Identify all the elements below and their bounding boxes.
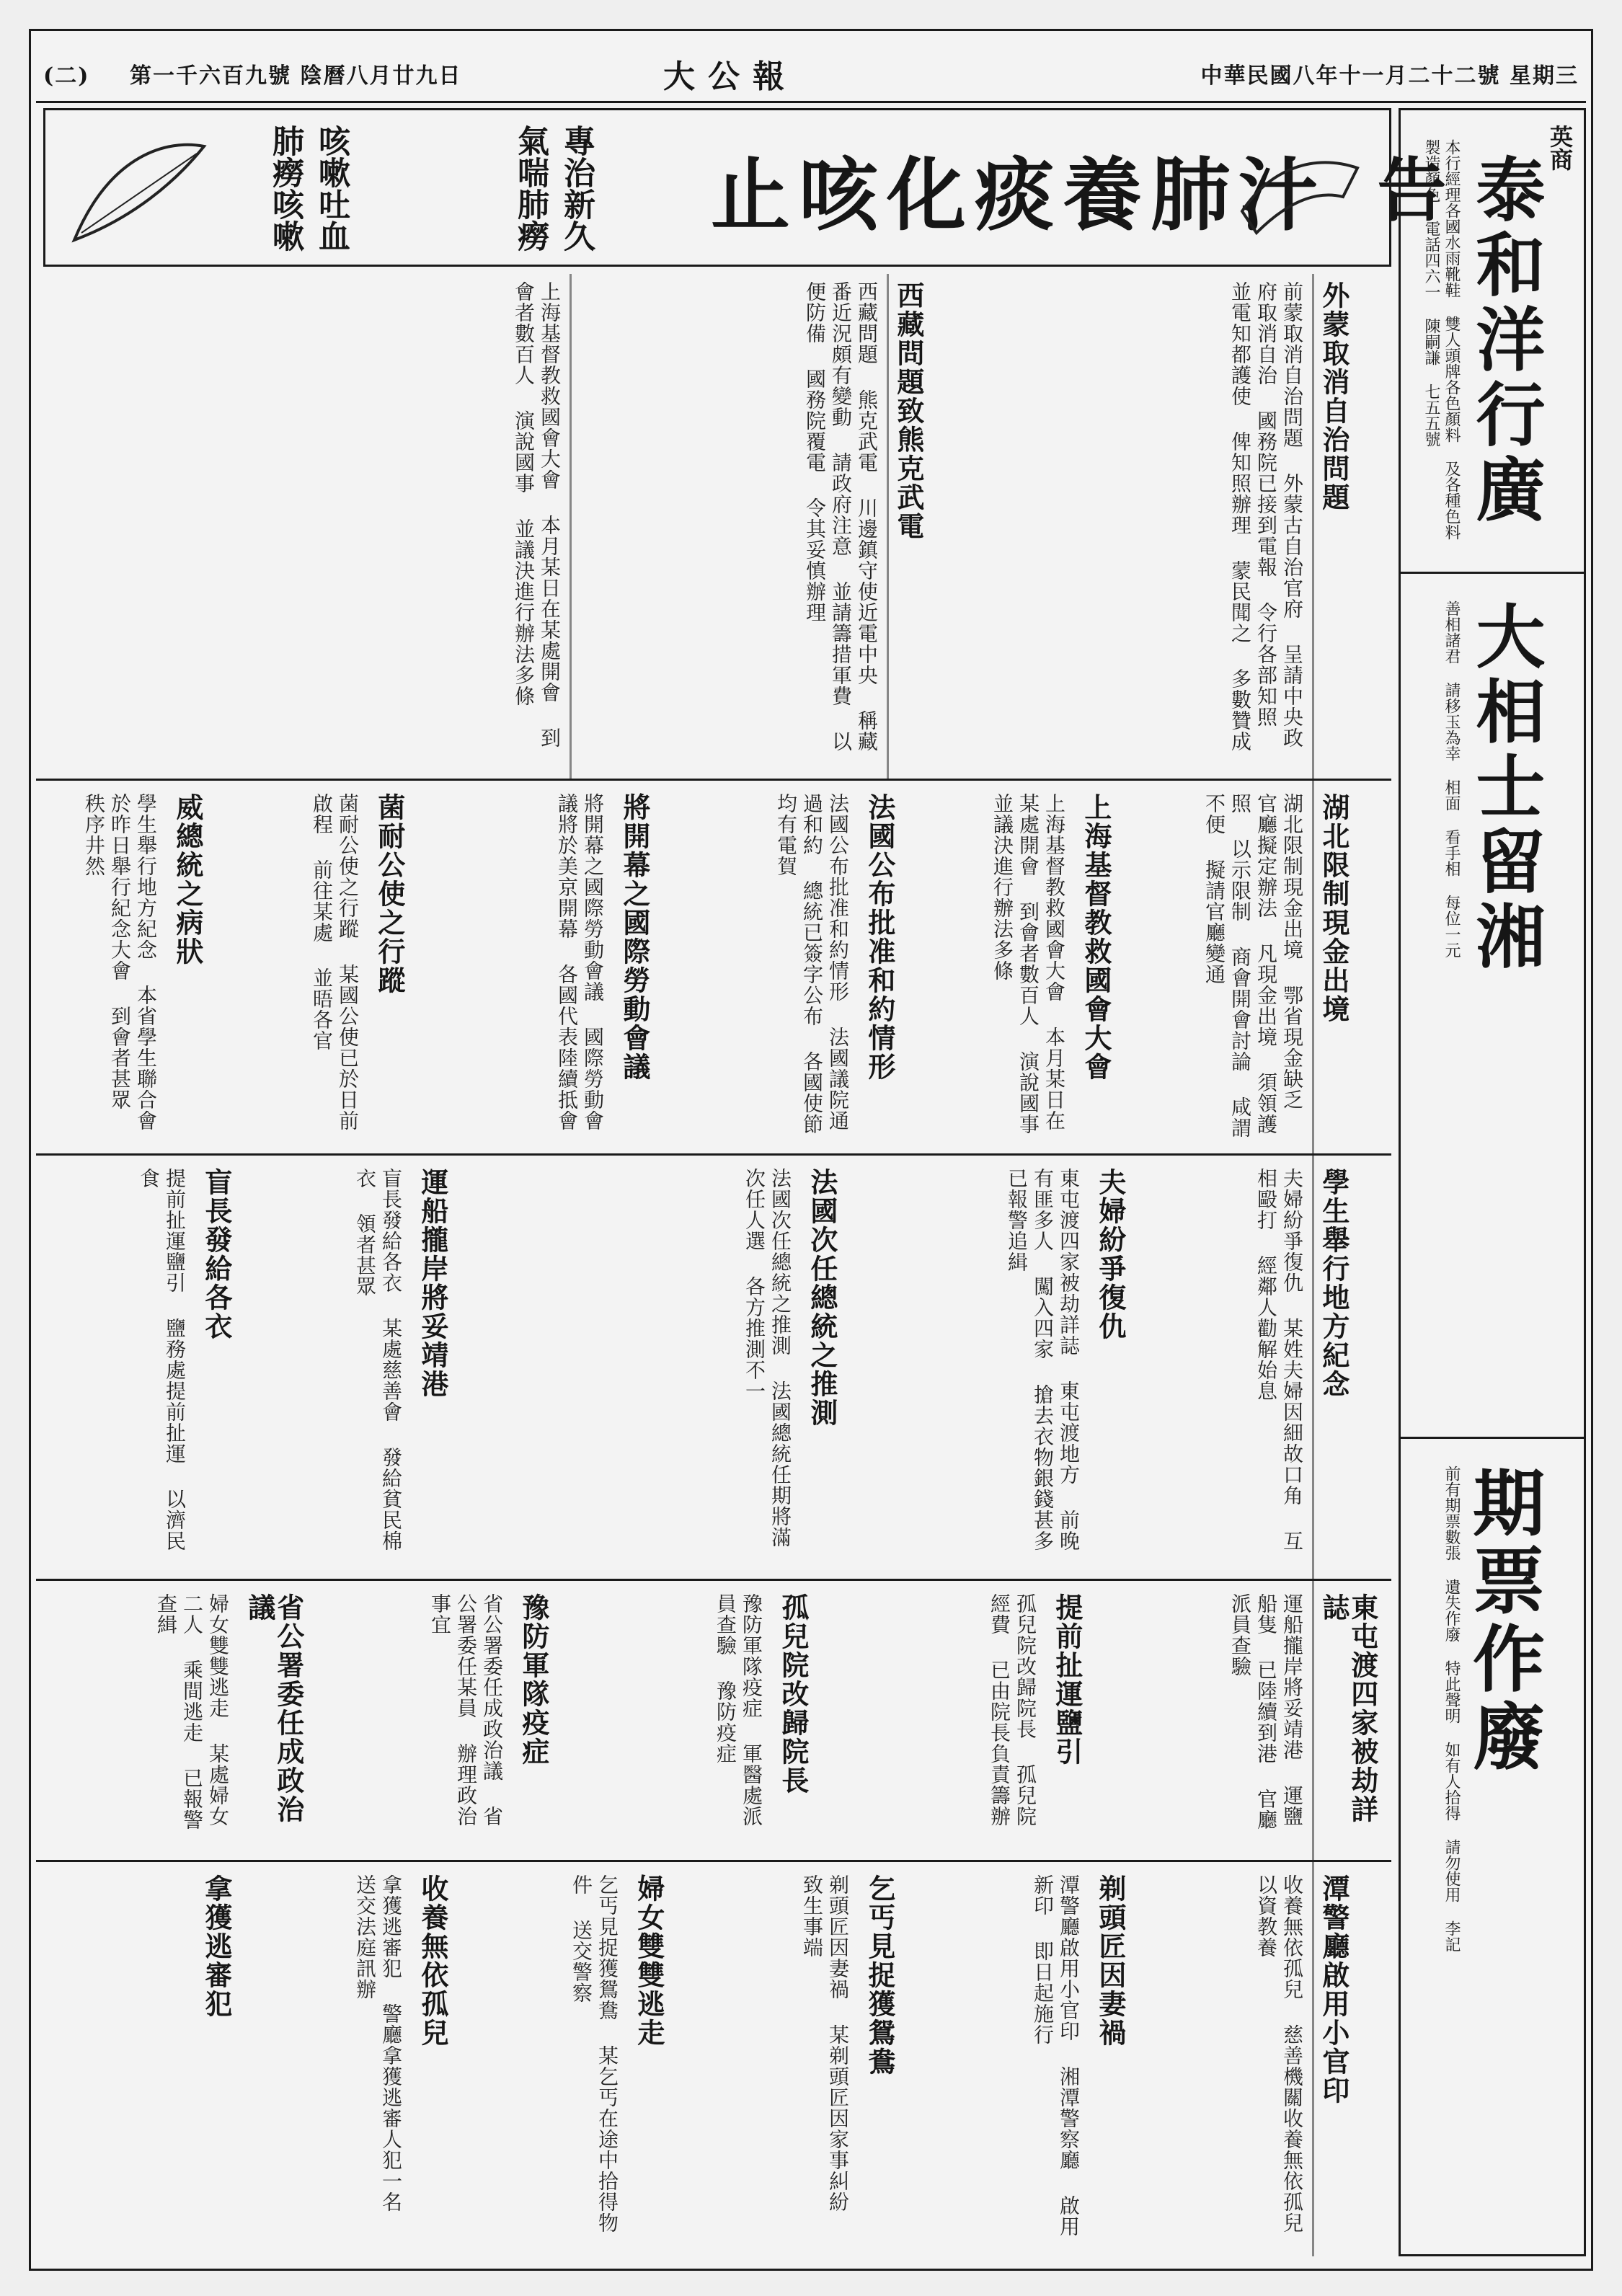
ad-body-2: 善相諸君 請移玉為幸 相面 看手相 每位一元 [1442, 600, 1461, 958]
newspaper-page [29, 29, 1593, 2271]
article-3-body: 湖北限制現金出境 鄂省現金缺乏 官廳擬定辦法 凡現金出境 須領護照 以示限制 商會開會討論 咸謂不便 擬請官廳變通 [1202, 793, 1304, 1138]
article-12-body: 運船攏岸將妥靖港 運鹽船隻 已陸續到港 官廳派員查驗 [1228, 1593, 1304, 1830]
headline-14: 盲長發給各衣 [200, 1168, 233, 1341]
ad-title-2: 大相士留湘 [1465, 600, 1546, 975]
decorative-leaf-icon [67, 125, 211, 254]
article-15-body: 孤兒院改歸院長 孤兒院經費 已由院長負責籌辦 [988, 1593, 1037, 1827]
headline-8: 法國次任總統之推測 [805, 1168, 838, 1427]
ad-title: 泰和洋行廣告 [1366, 154, 1546, 528]
article-14-body: 提前扯運鹽引 鹽務處提前扯運 以濟民食 [137, 1168, 187, 1551]
article-6-body: 將開幕之國際勞動會議 國際勞動會議將於美京開幕 各國代表陸續抵會 [555, 793, 605, 1131]
headline-1: 外蒙取消自治問題 [1317, 281, 1350, 512]
article-11-body: 東屯渡四家被劫詳誌 東屯渡地方 前晚有匪多人 闖入四家 搶去衣物銀錢甚多 已報警追緝 [1005, 1168, 1081, 1551]
masthead [43, 50, 1579, 94]
headline-17: 豫防軍隊疫症 [517, 1593, 550, 1766]
ad-column [1366, 108, 1586, 2256]
article-7-body: 菌耐公使之行蹤 某國公使已於日前啟程 前往某處 並晤各官 [310, 793, 360, 1131]
ad-body: 本行經理各國水雨靴鞋 雙人頭牌各色顏料 及各種色料 製造顏色 電話四六一 陳嗣謙 七五五號 [1422, 139, 1461, 540]
headline-2: 西藏問題致熊克武電 [892, 281, 925, 541]
article-2-body: 西藏問題 熊克武電 川邊鎮守使近電中央 稱藏番近況頗有變動 請政府注意 並請籌措軍費 以便防備 國務院覆電 令其妥慎辦理 [803, 281, 879, 752]
article-9-body: 學生舉行地方紀念 本省學生聯合會 於昨日舉行紀念大會 到會者甚眾 秩序井然 [82, 793, 158, 1131]
headline-18: 省公署委任成政治議 [243, 1593, 305, 1824]
article-24-body [58, 1874, 187, 2249]
headline-3: 湖北限制現金出境 [1317, 793, 1350, 1024]
article-2b-body: 上海基督教救國會大會 本月某日在某處開會 到會者數百人 演說國事 並議決進行辦法多條 [512, 281, 562, 748]
headline-16: 孤兒院改歸院長 [776, 1593, 810, 1795]
top-advert [43, 108, 1391, 267]
article-8-body: 法國次任總統之推測 法國總統任期將滿 次任人選 各方推測不一 [743, 1168, 792, 1548]
ad-body-3: 前有期票數張 遺失作廢 特此聲明 如有人拾得 請勿使用 李記 [1442, 1466, 1461, 1952]
headline-12: 東屯渡四家被劫詳誌 [1317, 1593, 1379, 1824]
headline-19: 婦女雙雙逃走 [632, 1874, 665, 2047]
article-5-body: 法國公布批准和約情形 法國議院通過和約 總統已簽字公布 各國使節均有電賀 [774, 793, 850, 1135]
masthead-left-date: 第一千六百九號 陰曆八月廿九日 [130, 63, 462, 89]
decorative-hand-icon [1228, 125, 1372, 254]
article-21-body: 潭警廳啟用小官印 湘潭警察廳 啟用新印 即日起施行 [1031, 1874, 1081, 2237]
headline-9: 威總統之病狀 [171, 793, 204, 966]
article-1-body: 前蒙取消自治問題 外蒙古自治官府 呈請中央政府取消自治 國務院已接到電報 令行各部知照 並電知都護使 俾知照辦理 蒙民聞之 多數贊成 [1228, 281, 1304, 752]
headline-7: 菌耐公使之行蹤 [373, 793, 406, 995]
ad-title-3: 期票作廢 [1461, 1466, 1546, 1777]
article-13-body: 盲長發給各衣 某處慈善會 發給貧民棉衣 領者甚眾 [353, 1168, 403, 1551]
headline-13: 運船攏岸將妥靖港 [416, 1168, 449, 1399]
headline-24: 拿獲逃審犯 [200, 1874, 233, 2018]
headline-23: 收養無依孤兒 [416, 1874, 449, 2047]
headline-5: 法國公布批准和約情形 [863, 793, 896, 1081]
headline-10: 學生舉行地方紀念 [1317, 1168, 1350, 1399]
page-number: (二) [43, 63, 90, 89]
masthead-rule [36, 101, 1586, 103]
article-10-body: 夫婦紛爭復仇 某姓夫婦因細故口角 互相毆打 經鄰人勸解始息 [1254, 1168, 1304, 1551]
article-17-body: 省公署委任成政治議 省公署委任某員 辦理政治事宜 [428, 1593, 504, 1827]
top-advert-title: 止咳化痰養肺汁 [711, 149, 1326, 241]
article-18-body: 婦女雙雙逃走 某處婦女二人 乘間逃走 已報警查緝 [154, 1593, 230, 1830]
top-advert-sub-left: 咳嗽吐血 肺癆咳嗽 [267, 125, 350, 252]
article-22-body: 收養無依孤兒 慈善機關收養無依孤兒 以資教養 [1254, 1874, 1304, 2233]
masthead-paper-name: 大公報 [663, 58, 797, 95]
headline-6: 將開幕之國際勞動會議 [618, 793, 651, 1081]
article-19-body: 乞丐見捉獲鴛鴦 某乞丐在途中拾得物件 送交警察 [570, 1874, 619, 2233]
headline-22: 潭警廳啟用小官印 [1317, 1874, 1350, 2105]
headline-21: 剃頭匠因妻禍 [1094, 1874, 1127, 2047]
top-advert-sub-right: 專治新久氣喘肺癆 [512, 125, 595, 252]
article-16-body: 豫防軍隊疫症 軍醫處派員查驗 豫防疫症 [714, 1593, 763, 1827]
article-4-body: 上海基督教救國會大會 本月某日在某處開會 到會者數百人 演說國事 並議決進行辦法多條 [991, 793, 1066, 1135]
article-20-body: 剃頭匠因妻禍 某剃頭匠因家事糾紛 致生事端 [800, 1874, 850, 2212]
headline-15: 提前扯運鹽引 [1050, 1593, 1083, 1766]
ad-subtitle: 英商 [1546, 125, 1574, 171]
masthead-right-date: 中華民國八年十一月二十二號 星期三 [1200, 63, 1579, 89]
headline-4: 上海基督教救國會大會 [1079, 793, 1112, 1081]
article-23-body: 拿獲逃審犯 警廳拿獲逃審人犯一名 送交法庭訊辦 [353, 1874, 403, 2212]
headline-11: 夫婦紛爭復仇 [1094, 1168, 1127, 1341]
headline-20: 乞丐見捉獲鴛鴦 [863, 1874, 896, 2076]
